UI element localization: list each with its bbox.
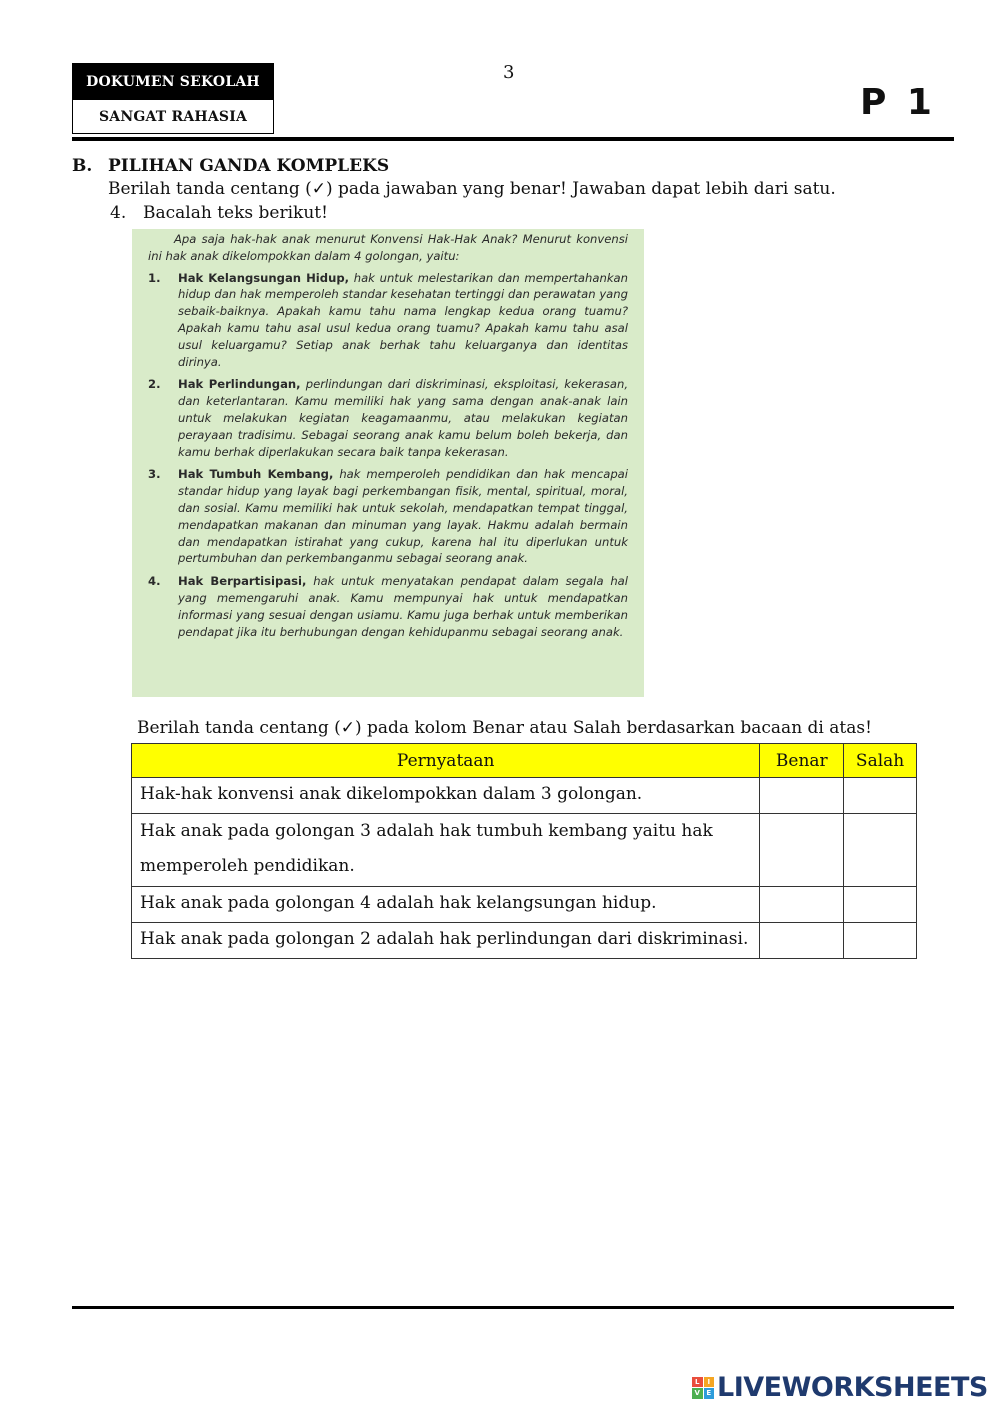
true-false-table — [131, 743, 917, 959]
reading-item-number: 4. — [148, 574, 161, 589]
table-instruction: Berilah tanda centang (✓) pada kolom Benar atau Salah berdasarkan bacaan di atas! — [137, 718, 872, 738]
statement-cell: Hak-hak konvensi anak dikelompokkan dalam 3 golongan. — [132, 778, 760, 814]
false-answer-cell[interactable] — [844, 887, 917, 923]
secret-label: SANGAT RAHASIA — [98, 108, 248, 125]
reading-item-text: perlindungan dari diskriminasi, eksploitasi, kekerasan, dan keterlantaran. Kamu memiliki hak yang sama dengan anak-anak lain untuk melakukan kegiatan keagamaanmu, atau melakukan kegiatan perayaan tradisimu. Sebagai seorang anak kamu belum boleh bekerja, dan kamu berhak diperlakukan secara baik tanpa kekerasan. — [178, 377, 629, 459]
table-row — [132, 923, 917, 959]
liveworksheets-logo-icon — [692, 1377, 714, 1399]
reading-intro: Apa saja hak-hak anak menurut Konvensi Hak-Hak Anak? Menurut konvensi ini hak anak dikelompokkan dalam 4 golongan, yaitu: — [148, 232, 628, 263]
false-answer-cell[interactable] — [844, 778, 917, 814]
liveworksheets-logo — [692, 1372, 988, 1403]
logo-letter: E — [704, 1388, 715, 1399]
footer-divider — [72, 1306, 954, 1309]
logo-text: LIVEWORKSHEETS — [717, 1372, 988, 1403]
package-code: P 1 — [860, 82, 936, 123]
table-row — [132, 778, 917, 814]
reading-passage — [132, 229, 644, 697]
page-number: 3 — [503, 62, 515, 83]
reading-item-title: Hak Berpartisipasi, — [178, 574, 307, 589]
question-number: 4. — [110, 203, 127, 223]
true-answer-cell[interactable] — [760, 814, 844, 887]
section-instruction: Berilah tanda centang (✓) pada jawaban yang benar! Jawaban dapat lebih dari satu. — [108, 179, 836, 199]
logo-letter: V — [692, 1388, 703, 1399]
section-letter: B. — [72, 156, 93, 176]
table-header-row — [132, 744, 917, 778]
true-answer-cell[interactable] — [760, 778, 844, 814]
reading-item — [148, 376, 628, 460]
reading-item-title: Hak Perlindungan, — [178, 377, 301, 392]
false-answer-cell[interactable] — [844, 814, 917, 887]
false-answer-cell[interactable] — [844, 923, 917, 959]
true-answer-cell[interactable] — [760, 923, 844, 959]
logo-letter: L — [692, 1377, 703, 1388]
reading-item — [148, 573, 628, 640]
document-classification-box — [72, 63, 274, 134]
table-row — [132, 814, 917, 887]
header-divider — [72, 137, 954, 141]
reading-item — [148, 270, 628, 371]
header-true: Benar — [760, 744, 844, 778]
reading-item-number: 2. — [148, 377, 161, 392]
statement-cell: Hak anak pada golongan 4 adalah hak kelangsungan hidup. — [132, 887, 760, 923]
logo-letter: I — [704, 1377, 715, 1388]
reading-item-number: 3. — [148, 467, 161, 482]
table-row — [132, 887, 917, 923]
reading-item-title: Hak Kelangsungan Hidup, — [178, 270, 350, 285]
reading-item-title: Hak Tumbuh Kembang, — [178, 467, 334, 482]
reading-item-text: hak memperoleh pendidikan dan hak mencapai standar hidup yang layak bagi perkembangan fisik, mental, spiritual, moral, dan sosial. Kamu memiliki hak untuk sekolah, mendapatkan tempat tinggal, mendapatkan makanan dan minuman yang layak. Hakmu adalah bermain dan mendapatkan istirahat yang cukup, karena hal itu diperlukan untuk pertumbuhan dan perkembanganmu sebagai seorang anak. — [178, 467, 629, 566]
reading-item-text: hak untuk melestarikan dan mempertahankan hidup dan hak memperoleh standar kesehatan tertinggi dan perawatan yang sebaik-baiknya. Apakah kamu tahu nama lengkap kedua orang tuamu? Apakah kamu tahu asal usul kedua orang tuamu? Apakah kamu tahu asal usul keluargamu? Setiap anak berhak tahu keluarganya dan identitas dirinya. — [178, 270, 628, 369]
reading-item-number: 1. — [148, 270, 161, 285]
question-text: Bacalah teks berikut! — [143, 203, 328, 223]
statement-cell: Hak anak pada golongan 2 adalah hak perlindungan dari diskriminasi. — [132, 923, 760, 959]
header-false: Salah — [844, 744, 917, 778]
section-title: PILIHAN GANDA KOMPLEKS — [108, 156, 390, 176]
reading-item — [148, 466, 628, 567]
true-answer-cell[interactable] — [760, 887, 844, 923]
doc-label: DOKUMEN SEKOLAH — [73, 64, 273, 100]
statement-cell: Hak anak pada golongan 3 adalah hak tumbuh kembang yaitu hak memperoleh pendidikan. — [132, 814, 760, 887]
reading-item-text: hak untuk menyatakan pendapat dalam segala hal yang memengaruhi anak. Kamu mempunyai hak untuk mendapatkan informasi yang sesuai dengan usiamu. Kamu juga berhak untuk memberikan pendapat jika itu berhubungan dengan kehidupanmu sebagai seorang anak. — [178, 574, 629, 639]
header-statement: Pernyataan — [132, 744, 760, 778]
